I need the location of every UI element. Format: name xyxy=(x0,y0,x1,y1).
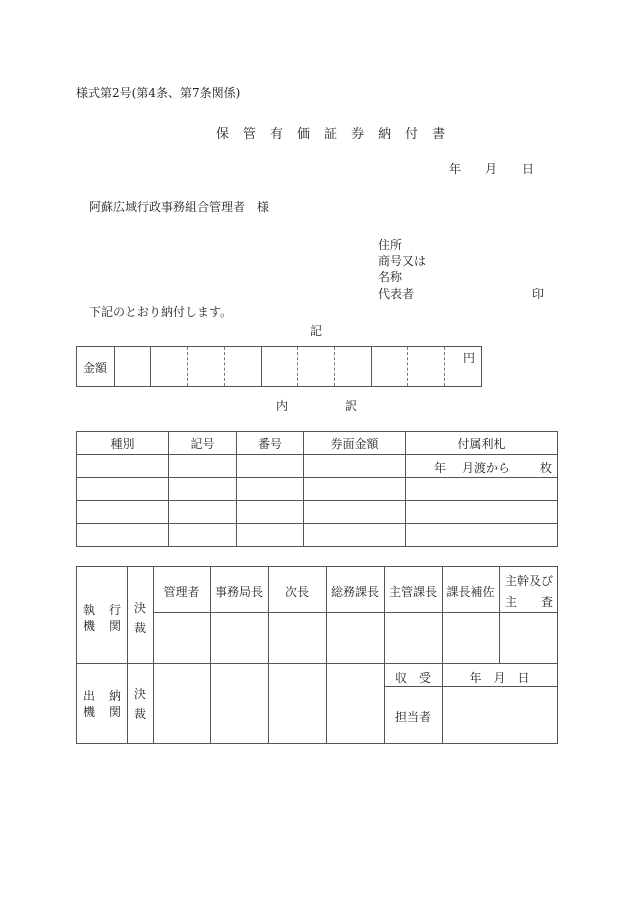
table-row xyxy=(77,524,558,547)
cell-coupons[interactable] xyxy=(406,455,558,478)
position-managing-chief: 主管課長 xyxy=(388,585,437,599)
document-title: 保 管 有 価 証 券 納 付 書 xyxy=(216,127,446,142)
representative-label: 代表者 xyxy=(378,287,415,301)
approval-table xyxy=(76,566,558,744)
date-month-label: 月 xyxy=(485,162,498,176)
cell-face-value[interactable] xyxy=(304,455,406,478)
breakdown-header-row xyxy=(77,432,558,455)
treasury-org-char-1: 出 xyxy=(83,689,96,703)
breakdown-table xyxy=(76,431,558,547)
header-type: 種別 xyxy=(77,432,169,455)
cell-coupons[interactable] xyxy=(406,501,558,524)
treasury-decision-char-2: 裁 xyxy=(134,707,147,721)
cell-number[interactable] xyxy=(237,455,304,478)
cell-face-value[interactable] xyxy=(304,478,406,501)
amount-box xyxy=(76,346,482,387)
table-row xyxy=(77,478,558,501)
position-secretary-general: 事務局長 xyxy=(214,585,263,599)
ki-label: 記 xyxy=(310,324,323,338)
form-number: 様式第2号(第4条、第7条関係) xyxy=(76,86,241,100)
decision-char-2: 裁 xyxy=(134,621,147,635)
breakdown-title-left: 内 xyxy=(276,399,289,413)
cell-coupons[interactable] xyxy=(406,524,558,547)
date-day-label: 日 xyxy=(522,162,535,176)
position-general-affairs-chief: 総務課長 xyxy=(330,585,379,599)
header-face-value: 券面金額 xyxy=(304,432,406,455)
header-coupons: 付属利札 xyxy=(406,432,558,455)
cell-type[interactable] xyxy=(77,478,169,501)
coupon-count-label: 枚 xyxy=(540,461,553,475)
cell-face-value[interactable] xyxy=(304,501,406,524)
treasury-org-char-4: 関 xyxy=(109,705,122,719)
position-assistant-chief: 課長補佐 xyxy=(446,585,495,599)
decision-char-1: 決 xyxy=(134,601,147,615)
header-number: 番号 xyxy=(237,432,304,455)
cell-number[interactable] xyxy=(237,524,304,547)
date-year-label: 年 xyxy=(449,162,462,176)
exec-org-char-2: 行 xyxy=(109,603,122,617)
position-administrator: 管理者 xyxy=(163,585,200,599)
seal-mark: 印 xyxy=(532,287,545,301)
exec-org-char-4: 関 xyxy=(109,619,122,633)
name-label: 名称 xyxy=(378,270,403,284)
cell-face-value[interactable] xyxy=(304,524,406,547)
address-label: 住所 xyxy=(378,238,403,252)
header-symbol: 記号 xyxy=(169,432,237,455)
position-chief-line2b: 査 xyxy=(541,595,554,609)
amount-label: 金額 xyxy=(83,361,108,375)
exec-org-char-3: 機 xyxy=(83,619,96,633)
received-date: 年 月 日 xyxy=(469,671,530,685)
treasury-org-char-2: 納 xyxy=(109,689,122,703)
position-chief-line2a: 主 xyxy=(505,595,518,609)
table-row xyxy=(77,501,558,524)
breakdown-title-right: 訳 xyxy=(345,399,358,413)
cell-symbol[interactable] xyxy=(169,455,237,478)
exec-org-char-1: 執 xyxy=(83,603,96,617)
coupon-month-label: 月渡から xyxy=(462,461,511,475)
cell-symbol[interactable] xyxy=(169,501,237,524)
cell-number[interactable] xyxy=(237,478,304,501)
cell-type[interactable] xyxy=(77,455,169,478)
treasury-decision-char-1: 決 xyxy=(134,687,147,701)
addressee: 阿蘇広域行政事務組合管理者 様 xyxy=(89,200,270,214)
cell-number[interactable] xyxy=(237,501,304,524)
person-in-charge-label: 担当者 xyxy=(394,710,431,724)
cell-coupons[interactable] xyxy=(406,478,558,501)
table-row xyxy=(77,455,558,478)
yen-unit: 円 xyxy=(463,351,476,365)
coupon-year-label: 年 xyxy=(434,461,447,475)
intro-text: 下記のとおり納付します。 xyxy=(89,305,233,319)
position-deputy: 次長 xyxy=(284,585,309,599)
received-label: 収 受 xyxy=(394,671,431,685)
cell-type[interactable] xyxy=(77,524,169,547)
position-chief-line1: 主幹及び xyxy=(505,574,554,588)
trade-name-label: 商号又は xyxy=(378,254,427,268)
cell-symbol[interactable] xyxy=(169,478,237,501)
cell-type[interactable] xyxy=(77,501,169,524)
cell-symbol[interactable] xyxy=(169,524,237,547)
treasury-org-char-3: 機 xyxy=(83,705,96,719)
